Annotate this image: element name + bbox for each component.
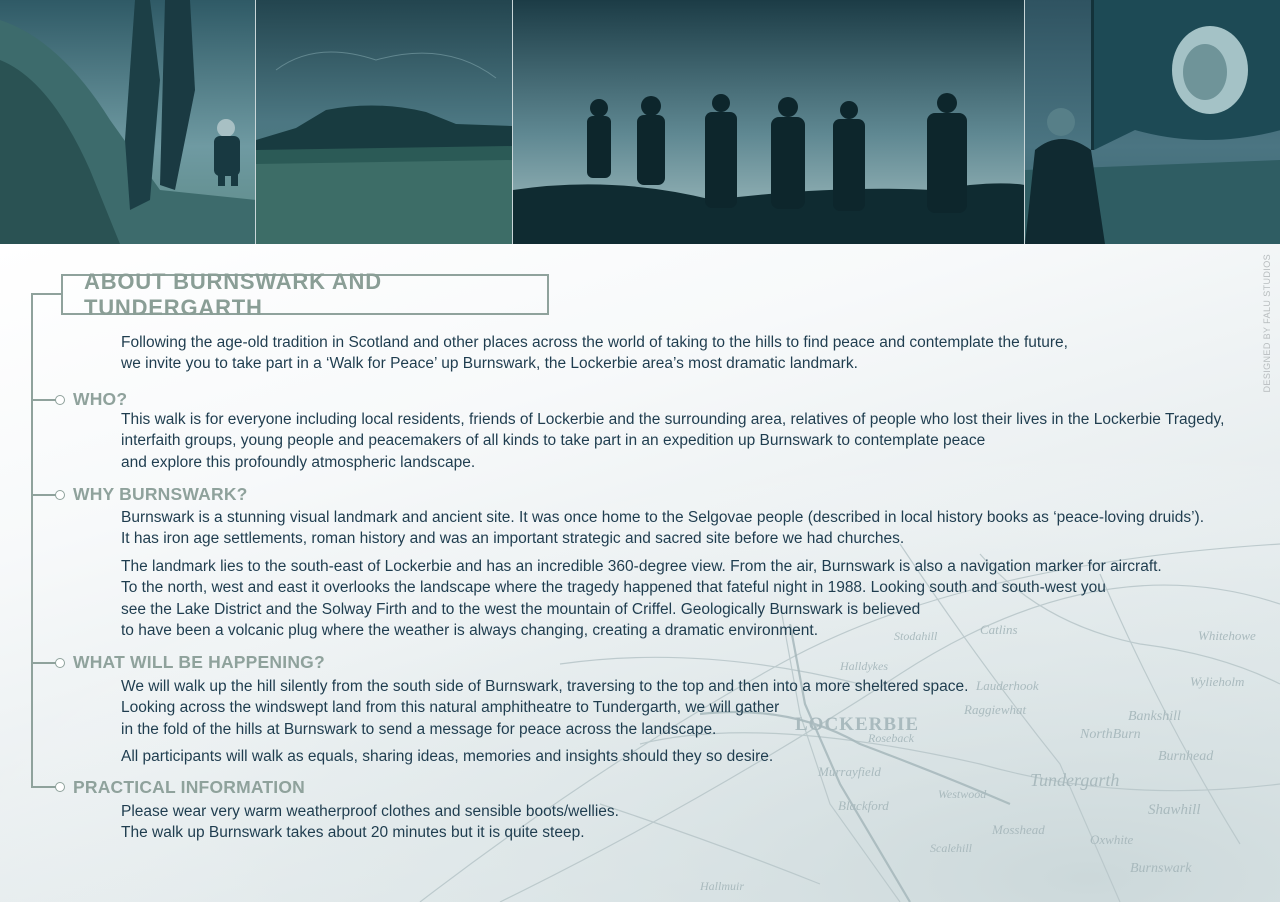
map-label-hallmuir: Hallmuir (700, 879, 745, 893)
map-label-burnhead: Burnhead (1158, 749, 1214, 764)
timeline-tick-who (31, 399, 57, 401)
heading-who: WHO? (73, 389, 128, 409)
photo-flag-bearer (1025, 0, 1280, 244)
map-label-blackford: Blackford (838, 798, 889, 813)
map-label-bankshill: Bankshill (1128, 709, 1181, 724)
map-label-northburn: NorthBurn (1080, 727, 1141, 742)
intro-line: we invite you to take part in a ‘Walk for Peace’ up Burnswark, the Lockerbie area’s most dramatic landmark. (121, 355, 858, 373)
map-label-shawhill: Shawhill (1148, 802, 1201, 818)
map-label-roseback: Roseback (868, 731, 914, 745)
photo-burnswark-hill (256, 0, 512, 244)
map-label-scalehill: Scalehill (930, 841, 972, 855)
map-label-whitehowe: Whitehowe (1198, 628, 1256, 643)
map-label-mosshead: Mosshead (992, 822, 1045, 837)
timeline-dot-happening (55, 658, 65, 668)
why-line: The landmark lies to the south-east of Lockerbie and has an incredible 360-degree view. From the air, Burnswark is also a navigation marker for aircraft. (121, 558, 1162, 575)
photo-hill-walkers (0, 0, 256, 244)
heading-practical-information: PRACTICAL INFORMATION (73, 777, 306, 797)
timeline-tick-practical (31, 786, 57, 788)
timeline-dot-why (55, 490, 65, 500)
heading-what-will-be-happening: WHAT WILL BE HAPPENING? (73, 652, 325, 672)
happening-line: Looking across the windswept land from this natural amphitheatre to Tundergarth, we will gather (121, 699, 780, 717)
timeline-tick-happening (31, 662, 57, 664)
designer-credit: DESIGNED BY FALU STUDIOS (1262, 254, 1272, 393)
timeline-tick-why (31, 494, 57, 496)
intro-paragraph (121, 332, 1068, 375)
practical-line: Please wear very warm weatherproof clothes and sensible boots/wellies. (121, 803, 619, 820)
why-line: Burnswark is a stunning visual landmark and ancient site. It was once home to the Selgovae people (described in local history books as ‘peace-loving druids’). (121, 509, 1205, 526)
title-box (61, 268, 549, 320)
who-line: and explore this profoundly atmospheric landscape. (121, 453, 476, 471)
timeline-dot-who (55, 395, 65, 405)
map-label-raggiewhat: Raggiewhat (964, 702, 1027, 717)
intro-line: Following the age-old tradition in Scotland and other places across the world of taking to the hills to find peace and contemplate the future, (121, 334, 1068, 351)
who-paragraph (121, 409, 1224, 473)
happening-paragraph-2 (121, 746, 773, 767)
why-line: to have been a volcanic plug where the weather is always changing, creating a dramatic environment. (121, 621, 819, 639)
why-paragraph-2 (121, 556, 1162, 641)
practical-paragraph (121, 801, 619, 844)
timeline-dot-practical (55, 782, 65, 792)
map-label-murrayfield: Murrayfield (818, 764, 881, 779)
map-label-westwood: Westwood (938, 787, 987, 801)
map-label-burnswark: Burnswark (1130, 861, 1192, 876)
happening-paragraph-1 (121, 676, 968, 740)
timeline-line (31, 294, 33, 786)
map-label-stodahill: Stodahill (894, 629, 938, 643)
who-line: This walk is for everyone including local residents, friends of Lockerbie and the surrounding area, relatives of people who lost their lives in the Lockerbie Tragedy, (121, 411, 1225, 428)
why-line: see the Lake District and the Solway Firth and to the west the mountain of Criffel. Geologically Burnswark is believed (121, 600, 921, 618)
photo-group-silhouettes (513, 0, 1025, 244)
map-label-lockerbie: LOCKERBIE (795, 714, 920, 735)
map-label-tundergarth: Tundergarth (1030, 770, 1120, 790)
map-label-halldykes: Halldykes (840, 659, 888, 673)
who-line: interfaith groups, young people and peacemakers of all kinds to take part in an expedition up Burnswark to contemplate peace (121, 432, 986, 450)
page-title: ABOUT BURNSWARK AND TUNDERGARTH (84, 268, 382, 320)
map-label-lauderhook: Lauderhook (976, 678, 1039, 693)
map-label-wylieholm: Wylieholm (1190, 674, 1245, 689)
happening-line: All participants will walk as equals, sharing ideas, memories and insights should they so desire. (121, 748, 774, 765)
header-photo-strip (0, 0, 1280, 244)
happening-line: We will walk up the hill silently from the south side of Burnswark, traversing to the top and then into a more sheltered space. (121, 678, 969, 695)
why-line: To the north, west and east it overlooks the landscape where the tragedy happened that fateful night in 1988. Looking south and south-west you (121, 579, 1106, 597)
why-line: It has iron age settlements, roman history and was an important strategic and sacred site before we had churches. (121, 530, 905, 548)
map-label-catlins: Catlins (980, 622, 1018, 637)
happening-line: in the fold of the hills at Burnswark to send a message for peace across the landscape. (121, 720, 717, 738)
heading-why-burnswark: WHY BURNSWARK? (73, 484, 248, 504)
timeline-tick-title (31, 293, 61, 295)
map-label-oxwhite: Oxwhite (1090, 832, 1134, 847)
practical-line: The walk up Burnswark takes about 20 minutes but it is quite steep. (121, 824, 585, 842)
why-paragraph-1 (121, 507, 1204, 550)
